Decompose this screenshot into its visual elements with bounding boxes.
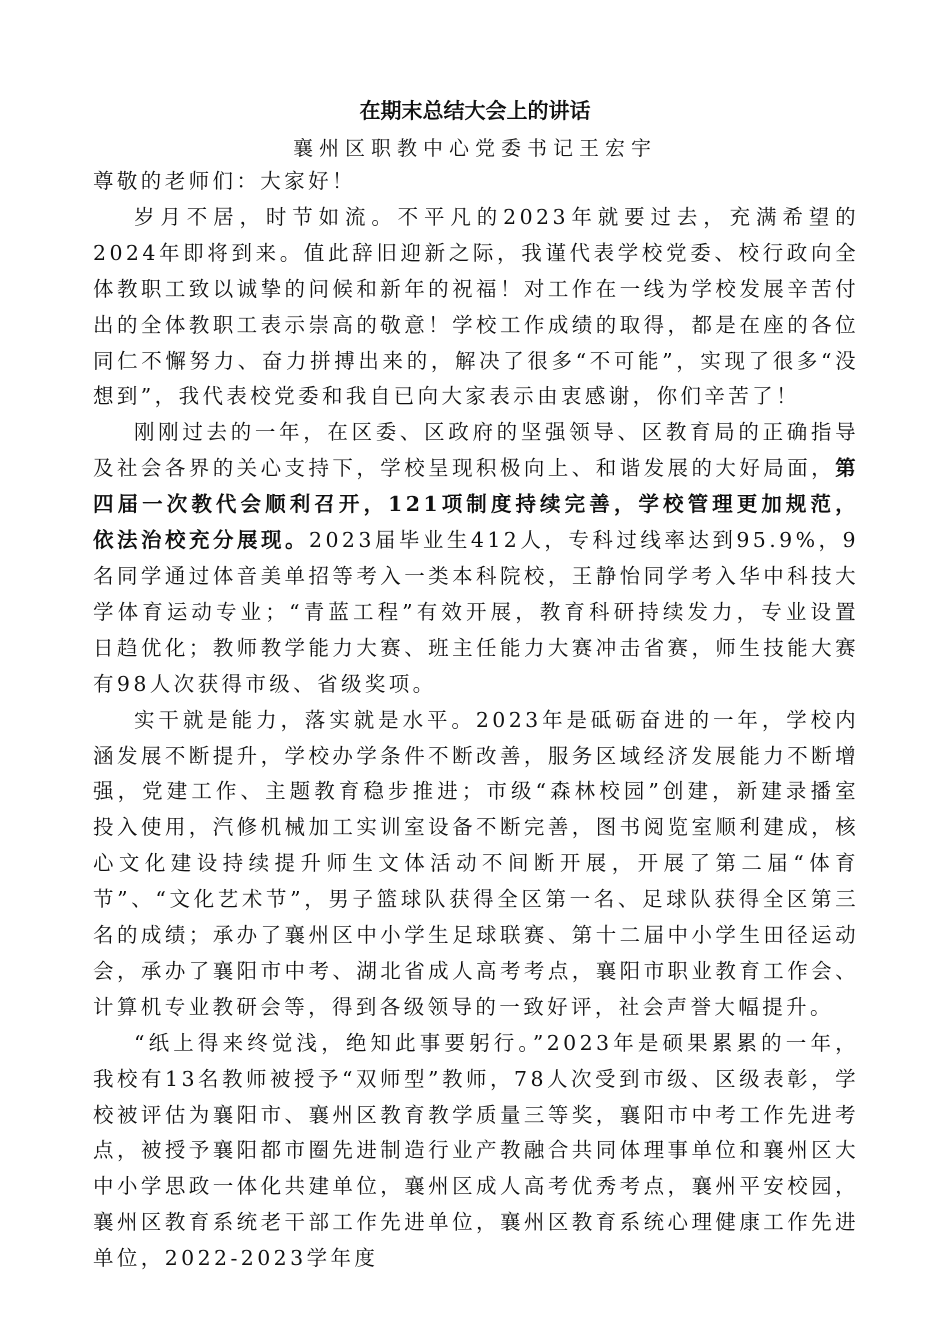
- paragraph-2: [93, 415, 859, 702]
- paragraph-3: 实干就是能力，落实就是水平。2023年是砥砺奋进的一年，学校内涵发展不断提升，学校办学条件不断改善，服务区域经济发展能力不断增强，党建工作、主题教育稳步推进；市级“森林校园”创建，新建录播室投入使用，汽修机械加工实训室设备不断完善，图书阅览室顺利建成，核心文化建设持续提升师生文体活动不间断开展，开展了第二届“体育节”、“文化艺术节”，男子篮球队获得全区第一名、足球队获得全区第三名的成绩；承办了襄州区中小学生足球联赛、第十二届中小学生田径运动会，承办了襄阳市中考、湖北省成人高考考点，襄阳市职业教育工作会、计算机专业教研会等，得到各级领导的一致好评，社会声誉大幅提升。: [93, 707, 859, 1019]
- paragraph-2-rest: 2023届毕业生412人，专科过线率达到95.9%，9名同学通过体音美单招等考入一类本科院校，王静怡同学考入华中科技大学体育运动专业；“青蓝工程”有效开展，教育科研持续发力，专业设置日趋优化；教师教学能力大赛、班主任能力大赛冲击省赛，师生技能大赛有98人次获得市级、省级奖项。: [93, 528, 859, 696]
- document-body: [93, 164, 859, 1277]
- document-subtitle-author: 襄州区职教中心党委书记王宏宇: [293, 136, 657, 160]
- paragraph-2-intro: 刚刚过去的一年，在区委、区政府的坚强领导、区教育局的正确指导及社会各界的关心支持下，学校呈现积极向上、和谐发展的大好局面，: [93, 420, 859, 481]
- document-title: 在期末总结大会上的讲话: [359, 98, 591, 123]
- greeting-line: 尊敬的老师们：大家好！: [93, 169, 356, 193]
- paragraph-2-highlight: 第四届一次教代会顺利召开，121项制度持续完善，学校管理更加规范，依法治校充分展现。: [93, 456, 859, 553]
- paragraph-1: 岁月不居，时节如流。不平凡的2023年就要过去，充满希望的2024年即将到来。值此辞旧迎新之际，我谨代表学校党委、校行政向全体教职工致以诚挚的问候和新年的祝福！对工作在一线为学校发展辛苦付出的全体教职工表示崇高的敬意！学校工作成绩的取得，都是在座的各位同仁不懈努力、奋力拼搏出来的，解决了很多“不可能”，实现了很多“没想到”，我代表校党委和我自已向大家表示由衷感谢，你们辛苦了！: [93, 204, 859, 409]
- paragraph-4: “纸上得来终觉浅，绝知此事要躬行。”2023年是硕果累累的一年，我校有13名教师被授予“双师型”教师，78人次受到市级、区级表彰，学校被评估为襄阳市、襄州区教育教学质量三等奖，襄阳市中考工作先进考点，被授予襄阳都市圈先进制造行业产教融合共同体理事单位和襄州区大中小学思政一体化共建单位，襄州区成人高考优秀考点，襄州平安校园，襄州区教育系统老干部工作先进单位，襄州区教育系统心理健康工作先进单位，2022-2023学年度: [93, 1030, 859, 1271]
